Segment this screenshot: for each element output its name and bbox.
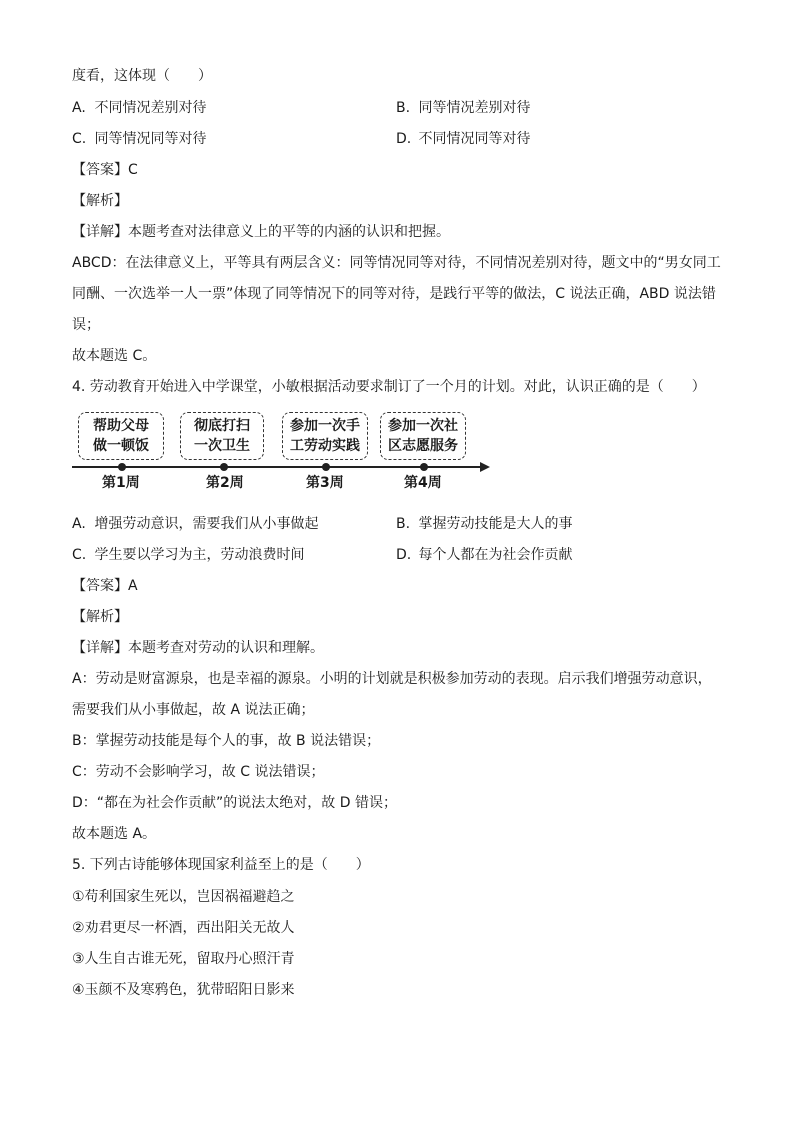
- q5-item-2: ②劝君更尽一杯酒，西出阳关无故人: [72, 920, 295, 936]
- q3-option-d: [396, 129, 530, 149]
- q4-explain-a-line-1: A：劳动是财富源泉，也是幸福的源泉。小明的计划就是积极参加劳动的表现。启示我们增强劳动意识，: [72, 671, 712, 687]
- q5-item-1: ①苟利国家生死以，岂因祸福避趋之: [72, 889, 295, 905]
- timeline-dot-week1: [118, 463, 126, 471]
- q5-item-3: ③人生自古谁无死，留取丹心照汗青: [72, 951, 295, 967]
- box-line-1: 参加一次手: [290, 418, 360, 434]
- timeline-box-week1: [78, 412, 164, 460]
- box-line-2: 一次卫生: [194, 438, 250, 454]
- option-letter: C.: [72, 131, 87, 147]
- q4-detail: [72, 638, 324, 658]
- q4-answer: [72, 576, 138, 596]
- option-letter: B.: [396, 100, 411, 116]
- week-label-3: 第3周: [306, 475, 344, 491]
- timeline-dot-week3: [322, 463, 330, 471]
- q4-analysis-tag: 【解析】: [72, 609, 128, 625]
- timeline-box-week3: [282, 412, 368, 460]
- box-line-1: 参加一次社: [388, 418, 458, 434]
- q3-option-b: [396, 98, 530, 118]
- detail-tag: 【详解】: [72, 224, 128, 240]
- timeline-box-week2: [180, 412, 264, 460]
- q5-stem: 5. 下列古诗能够体现国家利益至上的是（ ）: [72, 857, 370, 873]
- answer-tag: 【答案】: [72, 578, 128, 594]
- detail-text: 本题考查对劳动的认识和理解。: [128, 640, 324, 656]
- option-text: 同等情况差别对待: [418, 100, 531, 116]
- option-letter: C.: [72, 547, 87, 563]
- q3-explain-line-2: 同酬、一次选举一人一票”体现了同等情况下的同等对待，是践行平等的做法，C 说法正确，ABD 说法错: [72, 286, 716, 302]
- plan-timeline-figure: [72, 408, 492, 492]
- option-text: 增强劳动意识，需要我们从小事做起: [94, 516, 319, 532]
- q5-item-4: ④玉颜不及寒鸦色，犹带昭阳日影来: [72, 982, 295, 998]
- q4-option-a: [72, 514, 318, 534]
- answer-tag: 【答案】: [72, 162, 128, 178]
- option-text: 同等情况同等对待: [94, 131, 207, 147]
- option-letter: D.: [396, 547, 412, 563]
- box-line-2: 工劳动实践: [290, 438, 360, 454]
- option-text: 学生要以学习为主，劳动浪费时间: [94, 547, 305, 563]
- q3-explain-line-3: 误；: [72, 317, 100, 333]
- timeline-arrow-icon: [480, 462, 490, 472]
- box-line-1: 彻底打扫: [194, 418, 250, 434]
- option-letter: A.: [72, 100, 86, 116]
- option-letter: A.: [72, 516, 86, 532]
- answer-value: A: [128, 578, 138, 594]
- q4-option-c: [72, 545, 304, 565]
- q3-stem-tail: 度看，这体现（ ）: [72, 68, 212, 84]
- timeline-dot-week4: [420, 463, 428, 471]
- option-letter: B.: [396, 516, 411, 532]
- q3-explain-line-1: ABCD：在法律意义上，平等具有两层含义：同等情况同等对待，不同情况差别对待，题文中的“男女同工: [72, 255, 721, 271]
- q3-option-c: [72, 129, 206, 149]
- detail-text: 本题考查对法律意义上的平等的内涵的认识和把握。: [128, 224, 450, 240]
- q3-option-a: [72, 98, 206, 118]
- q4-stem: 4. 劳动教育开始进入中学课堂，小敏根据活动要求制订了一个月的计划。对此，认识正确的是（ ）: [72, 379, 706, 395]
- timeline-box-week4: [380, 412, 466, 460]
- option-text: 每个人都在为社会作贡献: [418, 547, 573, 563]
- week-label-4: 第4周: [404, 475, 442, 491]
- timeline-dot-week2: [220, 463, 228, 471]
- option-text: 掌握劳动技能是大人的事: [418, 516, 573, 532]
- q4-conclusion: 故本题选 A。: [72, 826, 157, 842]
- q3-detail: [72, 222, 450, 242]
- week-label-1: 第1周: [102, 475, 140, 491]
- q4-explain-c: C：劳动不会影响学习，故 C 说法错误；: [72, 764, 325, 780]
- q3-answer: [72, 160, 138, 180]
- q3-conclusion: 故本题选 C。: [72, 348, 157, 364]
- option-letter: D.: [396, 131, 412, 147]
- answer-value: C: [128, 162, 138, 178]
- q4-explain-a-line-2: 需要我们从小事做起，故 A 说法正确；: [72, 702, 315, 718]
- option-text: 不同情况同等对待: [418, 131, 531, 147]
- detail-tag: 【详解】: [72, 640, 128, 656]
- option-text: 不同情况差别对待: [94, 100, 207, 116]
- box-line-2: 做一顿饭: [93, 438, 149, 454]
- q4-explain-d: D：“都在为社会作贡献”的说法太绝对，故 D 错误；: [72, 795, 397, 811]
- week-label-2: 第2周: [206, 475, 244, 491]
- q4-option-d: [396, 545, 572, 565]
- box-line-2: 区志愿服务: [388, 438, 458, 454]
- box-line-1: 帮助父母: [93, 418, 149, 434]
- q4-explain-b: B：掌握劳动技能是每个人的事，故 B 说法错误；: [72, 733, 381, 749]
- q4-option-b: [396, 514, 572, 534]
- q3-analysis-tag: 【解析】: [72, 193, 128, 209]
